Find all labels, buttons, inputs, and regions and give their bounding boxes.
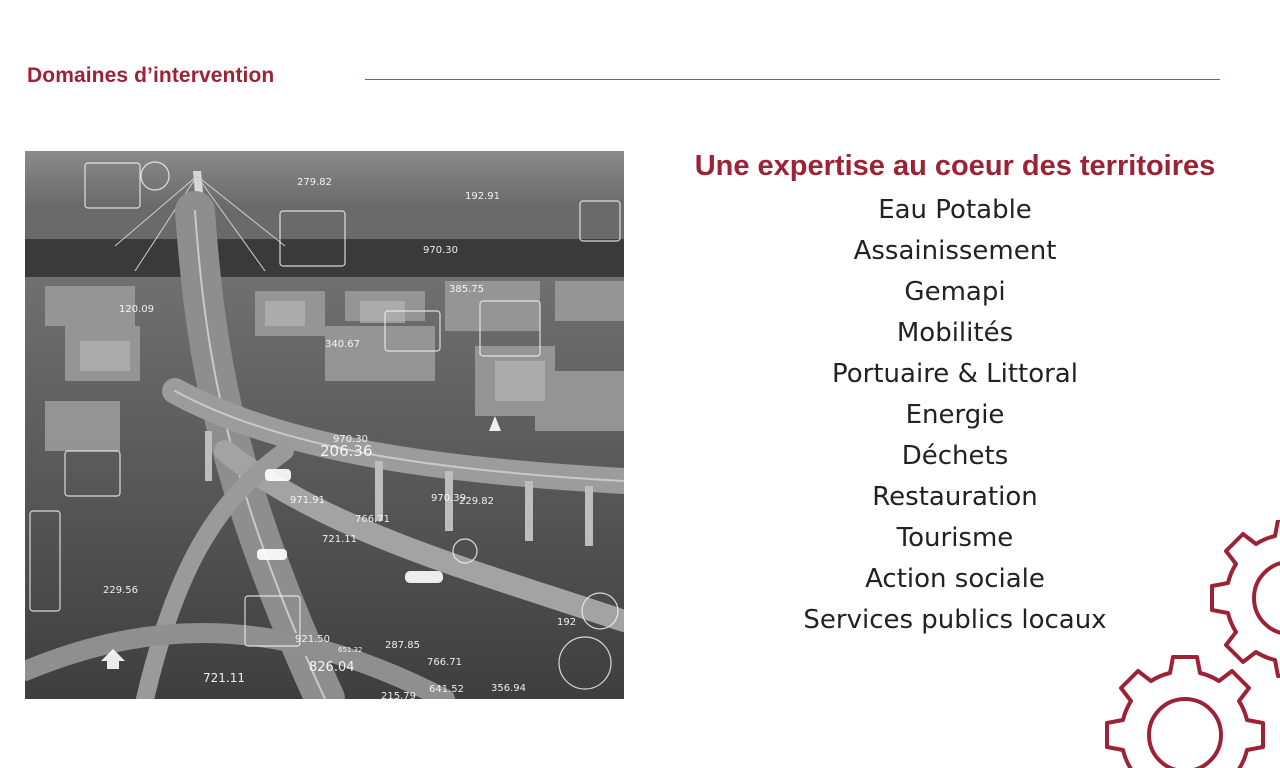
- list-item: Tourisme: [896, 523, 1014, 553]
- overlay-readout: 766.71: [427, 657, 462, 668]
- list-item: Déchets: [901, 441, 1009, 471]
- overlay-readout: 192.91: [465, 191, 500, 202]
- list-item: Assainissement: [853, 236, 1057, 266]
- list-item: Energie: [905, 400, 1005, 430]
- list-item: Services publics locaux: [803, 605, 1107, 635]
- overlay-readout: 971.91: [290, 495, 325, 506]
- overlay-readout: 970.30: [423, 245, 458, 256]
- overlay-readout: 229.82: [459, 496, 494, 507]
- overlay-readout: 970.30: [333, 434, 368, 445]
- overlay-readout: 120.09: [119, 304, 154, 315]
- overlay-readout: 766.71: [355, 514, 390, 525]
- gear-icon: [1107, 657, 1263, 768]
- overlay-readout: 641.52: [429, 684, 464, 695]
- list-item: Restauration: [872, 482, 1038, 512]
- gears-decoration: [1100, 520, 1280, 768]
- overlay-readout: 826.04: [309, 660, 355, 675]
- overlay-readout: 970.39: [431, 493, 466, 504]
- overlay-readout: 651.32: [338, 646, 363, 654]
- list-item: Eau Potable: [878, 195, 1032, 225]
- overlay-readout: 287.85: [385, 640, 420, 651]
- overlay-readout: 206.36: [320, 442, 373, 460]
- list-item: Mobilités: [896, 318, 1014, 348]
- overlay-readout: 385.75: [449, 284, 484, 295]
- gear-icon: [1212, 520, 1280, 676]
- overlay-readout: 279.82: [297, 177, 332, 188]
- list-item: Gemapi: [904, 277, 1006, 307]
- section-title: Domaines d’intervention: [27, 64, 275, 87]
- overlay-readout: 921.50: [295, 634, 330, 645]
- overlay-readout: 721.11: [203, 671, 245, 685]
- overlay-readout: 215.79: [381, 691, 416, 699]
- title-divider: [365, 79, 1220, 80]
- domain-list: [755, 190, 1155, 641]
- smart-city-photo: [25, 151, 624, 699]
- list-item: Portuaire & Littoral: [832, 359, 1078, 389]
- overlay-readout: 356.94: [491, 683, 526, 694]
- overlay-readout: 340.67: [325, 339, 360, 350]
- overlay-readout: 192: [557, 617, 577, 628]
- list-item: Action sociale: [865, 564, 1045, 594]
- overlay-readout: 721.11: [322, 534, 357, 545]
- overlay-readout: 229.56: [103, 585, 138, 596]
- headline: Une expertise au coeur des territoires: [694, 150, 1216, 182]
